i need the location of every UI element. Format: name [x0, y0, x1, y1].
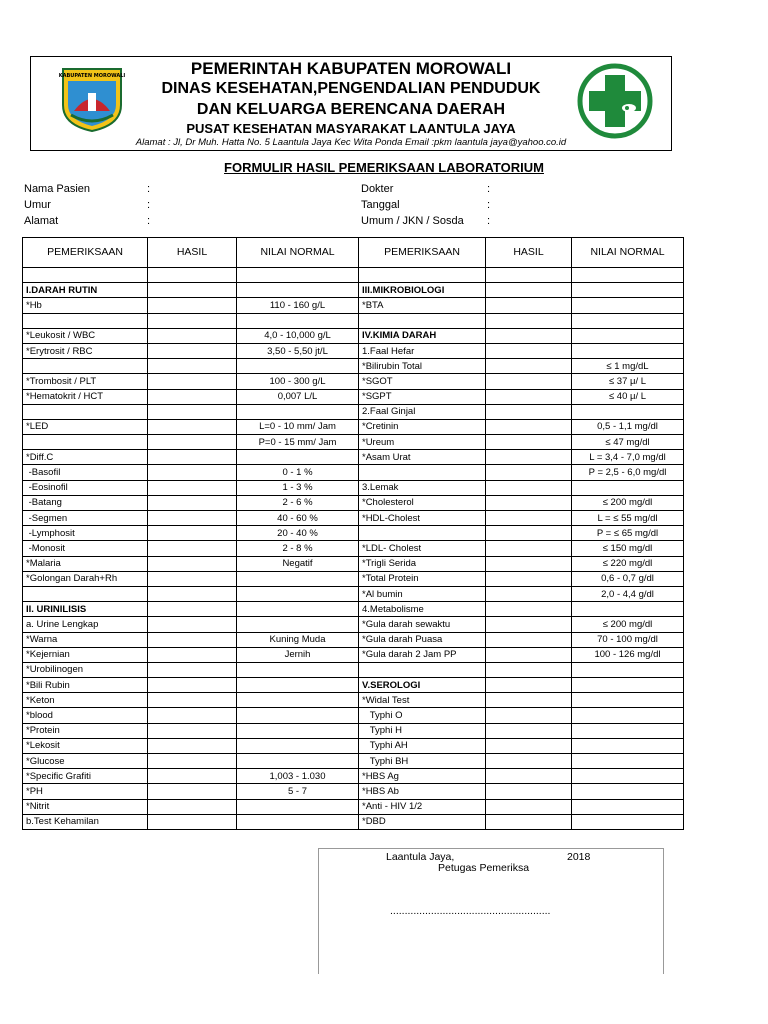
cell-examination-right: *SGPT — [359, 389, 486, 404]
table-row — [23, 617, 684, 632]
cell-normal-value-left — [237, 723, 359, 738]
cell-result-right — [486, 541, 572, 556]
cell-result-right — [486, 708, 572, 723]
table-row — [23, 435, 684, 450]
cell-result-left — [148, 662, 237, 677]
cell-result-left — [148, 283, 237, 298]
cell-result-left — [148, 693, 237, 708]
table-row — [23, 556, 684, 571]
cell-normal-value-right: 2,0 - 4,4 g/dl — [572, 586, 684, 601]
cell-normal-value-right — [572, 343, 684, 358]
cell-examination-left: -Segmen — [23, 511, 148, 526]
cell-normal-value-right: 70 - 100 mg/dl — [572, 632, 684, 647]
cell-examination-left: *Leukosit / WBC — [23, 328, 148, 343]
cell-normal-value-right — [572, 769, 684, 784]
cell-result-right — [486, 343, 572, 358]
cell-normal-value-left: 110 - 160 g/L — [237, 298, 359, 313]
cell-normal-value-right — [572, 723, 684, 738]
table-row — [23, 769, 684, 784]
cell-examination-left: *Bili Rubin — [23, 678, 148, 693]
cell-result-left — [148, 374, 237, 389]
cell-normal-value-right — [572, 328, 684, 343]
cell-normal-value-left: 4,0 - 10,000 g/L — [237, 328, 359, 343]
cell-examination-right: *Trigli Serida — [359, 556, 486, 571]
date-colon: : — [487, 199, 491, 211]
table-row — [23, 586, 684, 601]
cell-result-right — [486, 268, 572, 283]
cell-result-left — [148, 738, 237, 753]
patient-address-label: Alamat — [24, 215, 59, 227]
patient-name-label: Nama Pasien — [24, 183, 91, 195]
patient-age-colon: : — [147, 199, 151, 211]
cell-normal-value-left: 1,003 - 1.030 — [237, 769, 359, 784]
table-row — [23, 632, 684, 647]
cell-normal-value-right: ≤ 200 mg/dl — [572, 617, 684, 632]
cell-examination-right: *Anti - HIV 1/2 — [359, 799, 486, 814]
cell-result-right — [486, 435, 572, 450]
cell-examination-right: V.SEROLOGI — [359, 678, 486, 693]
table-row — [23, 359, 684, 374]
table-row — [23, 602, 684, 617]
cell-result-right — [486, 617, 572, 632]
cell-normal-value-right — [572, 480, 684, 495]
table-row — [23, 723, 684, 738]
cell-result-left — [148, 799, 237, 814]
cell-examination-right: 3.Lemak — [359, 480, 486, 495]
table-row — [23, 738, 684, 753]
cell-examination-right: 2.Faal Ginjal — [359, 404, 486, 419]
cell-examination-left: -Basofil — [23, 465, 148, 480]
table-row — [23, 526, 684, 541]
cell-examination-right: *HBS Ag — [359, 769, 486, 784]
cell-examination-right: Typhi O — [359, 708, 486, 723]
cell-result-left — [148, 450, 237, 465]
cell-normal-value-right: ≤ 220 mg/dl — [572, 556, 684, 571]
cell-result-right — [486, 814, 572, 829]
cell-normal-value-left: 20 - 40 % — [237, 526, 359, 541]
cell-result-left — [148, 268, 237, 283]
table-row — [23, 404, 684, 419]
table-row — [23, 571, 684, 586]
cell-normal-value-right: ≤ 47 mg/dl — [572, 435, 684, 450]
cell-examination-left: -Eosinofil — [23, 480, 148, 495]
cell-result-left — [148, 784, 237, 799]
cell-result-left — [148, 389, 237, 404]
cell-result-left — [148, 708, 237, 723]
cell-normal-value-right: ≤ 150 mg/dl — [572, 541, 684, 556]
cell-normal-value-left — [237, 617, 359, 632]
cell-result-right — [486, 799, 572, 814]
cell-normal-value-right: P = ≤ 65 mg/dl — [572, 526, 684, 541]
cell-result-left — [148, 419, 237, 434]
table-row — [23, 662, 684, 677]
header-address: Alamat : Jl, Dr Muh. Hatta No. 5 Laantula Jaya Kec Wita Ponda Email :pkm laantula jaya@yahoo.co.id — [135, 137, 567, 148]
cell-examination-right: IV.KIMIA DARAH — [359, 328, 486, 343]
cell-examination-left: *Lekosit — [23, 738, 148, 753]
cell-result-right — [486, 678, 572, 693]
cell-result-left — [148, 480, 237, 495]
cell-result-right — [486, 586, 572, 601]
cell-normal-value-left: P=0 - 15 mm/ Jam — [237, 435, 359, 450]
signature-place: Laantula Jaya, — [386, 851, 455, 863]
cell-examination-right: *Cholesterol — [359, 495, 486, 510]
cell-examination-right: Typhi BH — [359, 754, 486, 769]
cell-result-left — [148, 541, 237, 556]
payment-category-label: Umum / JKN / Sosda — [361, 215, 464, 227]
cell-normal-value-right: P = 2,5 - 6,0 mg/dl — [572, 465, 684, 480]
table-row — [23, 450, 684, 465]
cell-result-right — [486, 389, 572, 404]
cell-normal-value-right: L = 3,4 - 7,0 mg/dl — [572, 450, 684, 465]
table-row — [23, 268, 684, 283]
cell-result-right — [486, 511, 572, 526]
cell-examination-right: Typhi AH — [359, 738, 486, 753]
cell-normal-value-left — [237, 283, 359, 298]
cell-result-left — [148, 359, 237, 374]
cell-normal-value-right: ≤ 1 mg/dL — [572, 359, 684, 374]
header-normal-value-left: NILAI NORMAL — [237, 238, 359, 268]
date-label: Tanggal — [361, 199, 400, 211]
cell-result-left — [148, 586, 237, 601]
cell-normal-value-right — [572, 799, 684, 814]
cell-examination-right: *SGOT — [359, 374, 486, 389]
header-result-right: HASIL — [486, 238, 572, 268]
table-row — [23, 693, 684, 708]
cell-examination-right: *DBD — [359, 814, 486, 829]
cell-examination-left: *Trombosit / PLT — [23, 374, 148, 389]
cell-result-right — [486, 693, 572, 708]
cell-result-right — [486, 480, 572, 495]
header-examination-right: PEMERIKSAAN — [359, 238, 486, 268]
cell-result-right — [486, 754, 572, 769]
cell-examination-left: a. Urine Lengkap — [23, 617, 148, 632]
cell-examination-right: *LDL- Cholest — [359, 541, 486, 556]
cell-normal-value-left — [237, 404, 359, 419]
signature-role: Petugas Pemeriksa — [438, 862, 530, 874]
cell-result-right — [486, 662, 572, 677]
header-normal-value-right: NILAI NORMAL — [572, 238, 684, 268]
cell-examination-right: *Gula darah sewaktu — [359, 617, 486, 632]
table-row — [23, 313, 684, 328]
cell-normal-value-left: 3,50 - 5,50 jt/L — [237, 343, 359, 358]
cell-normal-value-right: L = ≤ 55 mg/dl — [572, 511, 684, 526]
patient-age-label: Umur — [24, 199, 51, 211]
table-row — [23, 784, 684, 799]
cell-examination-right: *HDL-Cholest — [359, 511, 486, 526]
table-row — [23, 799, 684, 814]
cell-examination-right — [359, 526, 486, 541]
table-row — [23, 374, 684, 389]
cell-examination-right: 4.Metabolisme — [359, 602, 486, 617]
cell-examination-left: I.DARAH RUTIN — [23, 283, 148, 298]
cell-normal-value-left — [237, 313, 359, 328]
cell-result-left — [148, 328, 237, 343]
cell-normal-value-left — [237, 450, 359, 465]
cell-normal-value-right: ≤ 37 μ/ L — [572, 374, 684, 389]
cell-examination-left: -Lymphosit — [23, 526, 148, 541]
cell-result-left — [148, 298, 237, 313]
cell-examination-left: *Malaria — [23, 556, 148, 571]
cell-normal-value-right — [572, 662, 684, 677]
cell-normal-value-right — [572, 602, 684, 617]
cell-normal-value-right: ≤ 40 μ/ L — [572, 389, 684, 404]
health-cross-emblem-icon — [569, 63, 661, 139]
cell-examination-right: *Ureum — [359, 435, 486, 450]
cell-result-left — [148, 602, 237, 617]
cell-examination-left: *Urobilinogen — [23, 662, 148, 677]
cell-result-left — [148, 617, 237, 632]
cell-result-left — [148, 814, 237, 829]
cell-normal-value-left — [237, 359, 359, 374]
cell-result-left — [148, 313, 237, 328]
cell-normal-value-left: Jernih — [237, 647, 359, 662]
cell-examination-right: *Gula darah Puasa — [359, 632, 486, 647]
cell-examination-left: *LED — [23, 419, 148, 434]
cell-examination-left: II. URINILISIS — [23, 602, 148, 617]
cell-examination-left: -Monosit — [23, 541, 148, 556]
patient-name-colon: : — [147, 183, 151, 195]
cell-examination-left — [23, 435, 148, 450]
cell-result-right — [486, 283, 572, 298]
cell-examination-right: *Total Protein — [359, 571, 486, 586]
lab-results-table — [22, 237, 684, 830]
cell-result-right — [486, 495, 572, 510]
cell-normal-value-right — [572, 738, 684, 753]
cell-examination-left: *Specific Grafiti — [23, 769, 148, 784]
cell-result-left — [148, 511, 237, 526]
cell-result-right — [486, 298, 572, 313]
cell-normal-value-left: Kuning Muda — [237, 632, 359, 647]
cell-examination-left: *Hematokrit / HCT — [23, 389, 148, 404]
cell-normal-value-right: ≤ 200 mg/dl — [572, 495, 684, 510]
table-row — [23, 678, 684, 693]
cell-examination-right — [359, 465, 486, 480]
cell-result-left — [148, 404, 237, 419]
cell-normal-value-left: 40 - 60 % — [237, 511, 359, 526]
cell-examination-left: *Keton — [23, 693, 148, 708]
patient-address-colon: : — [147, 215, 151, 227]
table-row — [23, 495, 684, 510]
cell-examination-left: *Diff.C — [23, 450, 148, 465]
cell-examination-left: *Erytrosit / RBC — [23, 343, 148, 358]
cell-normal-value-right — [572, 268, 684, 283]
cell-examination-left: *Nitrit — [23, 799, 148, 814]
cell-examination-right: Typhi H — [359, 723, 486, 738]
cell-result-right — [486, 404, 572, 419]
cell-normal-value-left — [237, 268, 359, 283]
table-row — [23, 708, 684, 723]
cell-result-left — [148, 678, 237, 693]
cell-normal-value-left — [237, 738, 359, 753]
table-row — [23, 465, 684, 480]
cell-examination-right: III.MIKROBIOLOGI — [359, 283, 486, 298]
cell-result-left — [148, 526, 237, 541]
cell-normal-value-left: 1 - 3 % — [237, 480, 359, 495]
table-row — [23, 389, 684, 404]
payment-category-colon: : — [487, 215, 491, 227]
cell-result-left — [148, 632, 237, 647]
cell-examination-left — [23, 586, 148, 601]
cell-normal-value-left: 2 - 8 % — [237, 541, 359, 556]
table-row — [23, 647, 684, 662]
cell-examination-right: *Bilirubin Total — [359, 359, 486, 374]
cell-normal-value-right: 0,5 - 1,1 mg/dl — [572, 419, 684, 434]
cell-normal-value-right — [572, 283, 684, 298]
cell-examination-left — [23, 404, 148, 419]
cell-result-right — [486, 738, 572, 753]
letterhead — [30, 56, 672, 151]
cell-result-right — [486, 359, 572, 374]
header-line-4: PUSAT KESEHATAN MASYARAKAT LAANTULA JAYA — [186, 121, 516, 136]
cell-examination-left: *Kejernian — [23, 647, 148, 662]
cell-examination-right: *Al bumin — [359, 586, 486, 601]
header-result-left: HASIL — [148, 238, 237, 268]
cell-normal-value-left — [237, 754, 359, 769]
cell-result-right — [486, 328, 572, 343]
cell-examination-left: b.Test Kehamilan — [23, 814, 148, 829]
cell-examination-left: -Batang — [23, 495, 148, 510]
cell-examination-right: *Widal Test — [359, 693, 486, 708]
cell-normal-value-right — [572, 693, 684, 708]
cell-result-right — [486, 602, 572, 617]
cell-result-right — [486, 647, 572, 662]
cell-examination-left: *Glucose — [23, 754, 148, 769]
cell-normal-value-right — [572, 404, 684, 419]
cell-result-left — [148, 754, 237, 769]
cell-normal-value-left: 5 - 7 — [237, 784, 359, 799]
table-row — [23, 541, 684, 556]
cell-examination-right: 1.Faal Hefar — [359, 343, 486, 358]
cell-examination-right: *BTA — [359, 298, 486, 313]
cell-normal-value-right — [572, 678, 684, 693]
logo-left-text: KABUPATEN MOROWALI — [59, 73, 125, 79]
cell-examination-left: *Hb — [23, 298, 148, 313]
cell-result-right — [486, 556, 572, 571]
cell-normal-value-right — [572, 784, 684, 799]
cell-normal-value-left — [237, 693, 359, 708]
cell-normal-value-left — [237, 799, 359, 814]
table-row — [23, 480, 684, 495]
cell-normal-value-right — [572, 814, 684, 829]
cell-normal-value-left: 100 - 300 g/L — [237, 374, 359, 389]
doctor-label: Dokter — [361, 183, 394, 195]
header-line-2: DINAS KESEHATAN,PENGENDALIAN PENDUDUK — [161, 80, 541, 97]
table-row — [23, 511, 684, 526]
cell-result-right — [486, 419, 572, 434]
cell-result-right — [486, 465, 572, 480]
cell-result-left — [148, 571, 237, 586]
cell-examination-right — [359, 268, 486, 283]
cell-examination-left: *Golongan Darah+Rh — [23, 571, 148, 586]
cell-normal-value-left: 0 - 1 % — [237, 465, 359, 480]
cell-result-right — [486, 769, 572, 784]
cell-normal-value-left: 2 - 6 % — [237, 495, 359, 510]
cell-result-right — [486, 723, 572, 738]
table-row — [23, 814, 684, 829]
cell-result-left — [148, 723, 237, 738]
cell-result-left — [148, 435, 237, 450]
cell-normal-value-left: Negatif — [237, 556, 359, 571]
cell-result-left — [148, 495, 237, 510]
signature-year: 2018 — [567, 851, 591, 863]
cell-result-left — [148, 769, 237, 784]
cell-examination-right: *Asam Urat — [359, 450, 486, 465]
cell-examination-right: *Gula darah 2 Jam PP — [359, 647, 486, 662]
cell-result-left — [148, 647, 237, 662]
table-header-row — [23, 238, 684, 268]
cell-examination-right — [359, 662, 486, 677]
cell-result-left — [148, 465, 237, 480]
signature-line: ....................................................... — [390, 905, 551, 917]
cell-normal-value-left — [237, 586, 359, 601]
cell-result-right — [486, 632, 572, 647]
cell-examination-left — [23, 268, 148, 283]
cell-result-left — [148, 343, 237, 358]
table-row — [23, 419, 684, 434]
cell-normal-value-left — [237, 814, 359, 829]
header-line-1: PEMERINTAH KABUPATEN MOROWALI — [190, 59, 512, 78]
form-title: FORMULIR HASIL PEMERIKSAAN LABORATORIUM — [224, 160, 544, 175]
cell-normal-value-left — [237, 678, 359, 693]
cell-examination-right: *Cretinin — [359, 419, 486, 434]
table-row — [23, 343, 684, 358]
table-row — [23, 754, 684, 769]
cell-normal-value-left — [237, 571, 359, 586]
table-row — [23, 283, 684, 298]
cell-examination-left — [23, 359, 148, 374]
cell-result-right — [486, 374, 572, 389]
cell-normal-value-right — [572, 313, 684, 328]
cell-normal-value-right — [572, 754, 684, 769]
header-examination-left: PEMERIKSAAN — [23, 238, 148, 268]
cell-result-right — [486, 526, 572, 541]
cell-normal-value-right — [572, 708, 684, 723]
cell-normal-value-left: L=0 - 10 mm/ Jam — [237, 419, 359, 434]
cell-result-left — [148, 556, 237, 571]
cell-result-right — [486, 313, 572, 328]
cell-normal-value-right: 0,6 - 0,7 g/dl — [572, 571, 684, 586]
cell-examination-right: *HBS Ab — [359, 784, 486, 799]
cell-examination-left: *Warna — [23, 632, 148, 647]
header-line-3: DAN KELUARGA BERENCANA DAERAH — [196, 101, 506, 118]
cell-normal-value-left — [237, 662, 359, 677]
cell-examination-left: *blood — [23, 708, 148, 723]
cell-examination-left: *Protein — [23, 723, 148, 738]
cell-normal-value-right: 100 - 126 mg/dl — [572, 647, 684, 662]
cell-examination-right — [359, 313, 486, 328]
cell-result-right — [486, 571, 572, 586]
cell-normal-value-left — [237, 602, 359, 617]
cell-normal-value-right — [572, 298, 684, 313]
doctor-colon: : — [487, 183, 491, 195]
cell-examination-left: *PH — [23, 784, 148, 799]
cell-examination-left — [23, 313, 148, 328]
cell-normal-value-left — [237, 708, 359, 723]
cell-result-right — [486, 784, 572, 799]
cell-result-right — [486, 450, 572, 465]
table-row — [23, 328, 684, 343]
cell-normal-value-left: 0,007 L/L — [237, 389, 359, 404]
table-row — [23, 298, 684, 313]
